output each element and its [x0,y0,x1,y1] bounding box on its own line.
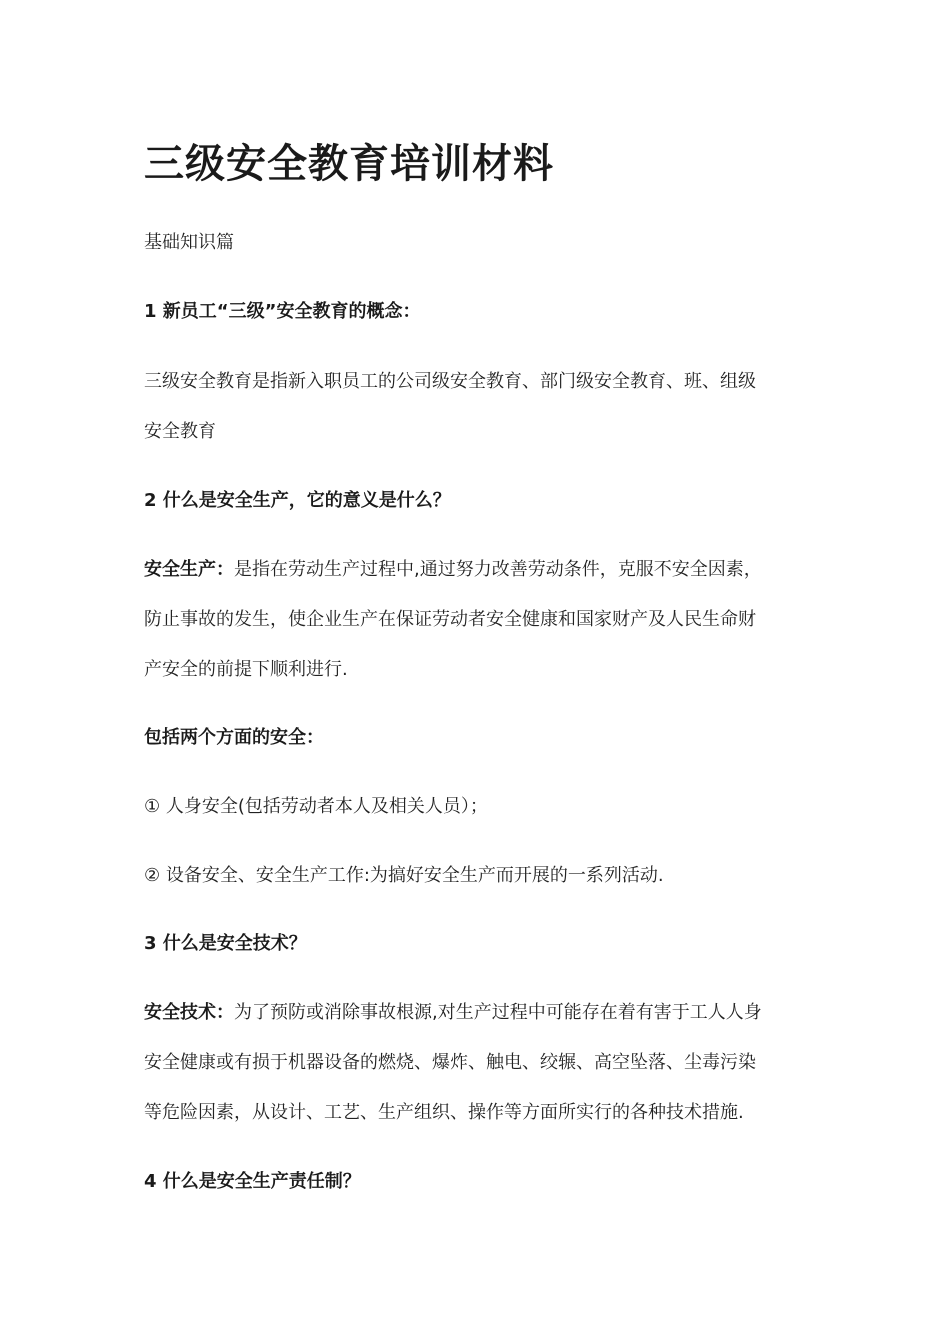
section-2-body-line-1-text: 是指在劳动生产过程中,通过努力改善劳动条件，克服不安全因素， [234,559,762,580]
section-2-item-1: ① 人身安全(包括劳动者本人及相关人员）； [144,796,488,817]
section-3-body-line-1-text: 为了预防或消除事故根源,对生产过程中可能存在着有害于工人人身 [234,1002,762,1023]
document-title: 三级安全教育培训材料 [144,141,554,187]
section-4-heading: 4 什么是安全生产责任制？ [144,1171,361,1192]
section-1-body-line-2: 安全教育 [144,421,216,442]
section-3-body-line-3: 等危险因素，从设计、工艺、生产组织、操作等方面所实行的各种技术措施. [144,1102,744,1123]
section-2-term: 安全生产： [144,559,234,580]
section-2-body-line-2: 防止事故的发生，使企业生产在保证劳动者安全健康和国家财产及人民生命财 [144,609,756,630]
section-3-body-line-2: 安全健康或有损于机器设备的燃烧、爆炸、触电、绞辗、高空坠落、尘毒污染 [144,1052,756,1073]
section-2-subheading: 包括两个方面的安全： [144,727,324,748]
section-2-heading: 2 什么是安全生产，它的意义是什么？ [144,490,451,511]
section-3-heading: 3 什么是安全技术？ [144,933,307,954]
section-2-body-line-1 [144,545,806,595]
document-subtitle: 基础知识篇 [144,232,234,253]
section-2-body-line-3: 产安全的前提下顺利进行. [144,659,348,680]
section-3-body-line-1 [144,988,806,1038]
section-1-heading: 1 新员工“三级”安全教育的概念： [144,301,421,322]
section-2-item-2: ② 设备安全、安全生产工作:为搞好安全生产而开展的一系列活动. [144,865,664,886]
section-3-term: 安全技术： [144,1002,234,1023]
section-1-body-line-1: 三级安全教育是指新入职员工的公司级安全教育、部门级安全教育、班、组级 [144,371,756,392]
